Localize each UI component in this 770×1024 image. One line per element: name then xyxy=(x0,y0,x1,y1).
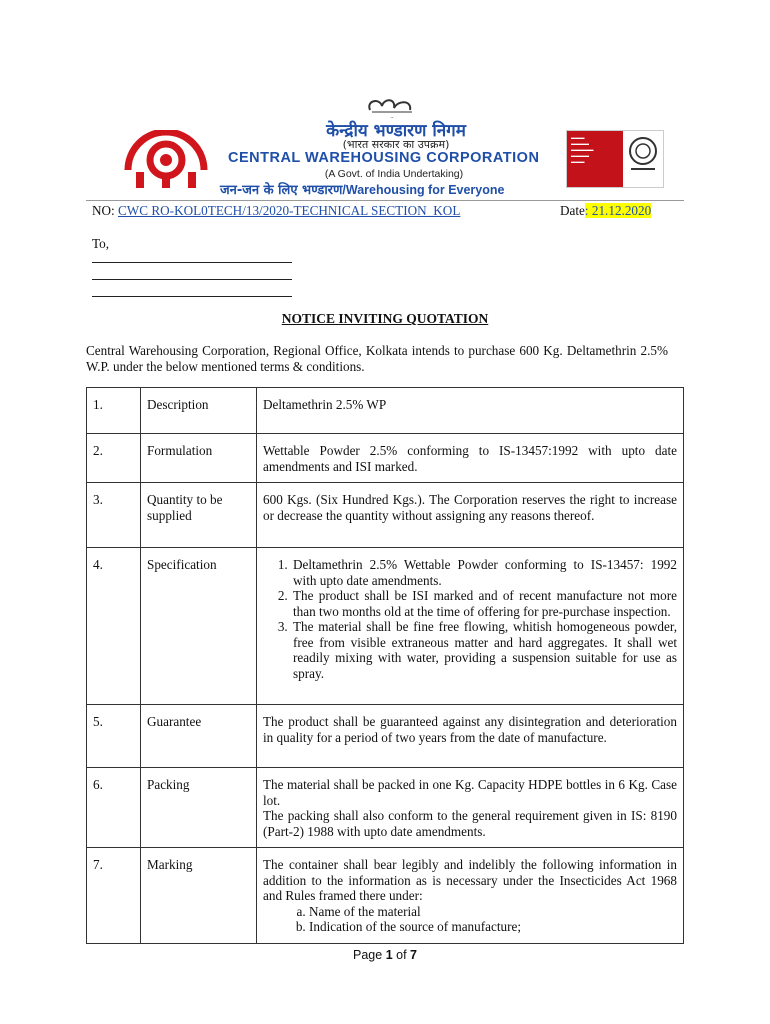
address-blank-line xyxy=(92,279,292,280)
hindi-corp-name: केन्द्रीय भण्डारण निगम xyxy=(326,121,466,141)
table-row xyxy=(87,483,684,548)
table-row xyxy=(87,768,684,848)
corp-name: CENTRAL WAREHOUSING CORPORATION xyxy=(228,150,540,166)
list-item: 3. The material shall be fine free flowing, whitish homogeneous powder, free from visible extraneous matter and hard aggregates. It shall wet readily mixing with water, providing a suspension suitable for use as spray. xyxy=(291,619,677,681)
reference-link[interactable]: CWC RO-KOL0TECH/13/2020-TECHNICAL SECTION_KOL xyxy=(118,203,461,218)
notice-intro: Central Warehousing Corporation, Regional Office, Kolkata intends to purchase 600 Kg. Deltamethrin 2.5% W.P. under the below mentioned terms & conditions. xyxy=(86,343,668,374)
row-content: Wettable Powder 2.5% conforming to IS-13457:1992 with upto date amendments and ISI marked. xyxy=(257,434,684,483)
packing-text: The material shall be packed in one Kg. Capacity HDPE bottles in 6 Kg. Case lot. xyxy=(263,777,677,808)
row-number: 7. xyxy=(87,848,141,944)
address-blank-line xyxy=(92,262,292,263)
row-content: Deltamethrin 2.5% WP xyxy=(257,388,684,434)
row-label: Quantity to be supplied xyxy=(141,483,257,548)
reference-number xyxy=(92,203,460,219)
page-footer xyxy=(0,948,770,962)
terms-table xyxy=(86,387,684,944)
marking-list xyxy=(263,904,677,935)
table-row xyxy=(87,388,684,434)
row-number: 1. xyxy=(87,388,141,434)
cwc-emblem-icon xyxy=(362,94,422,120)
tagline-hindi: जन-जन के लिए भण्डारण xyxy=(220,183,343,198)
row-content xyxy=(257,548,684,705)
of-word: of xyxy=(392,948,411,962)
table-row xyxy=(87,434,684,483)
row-label: Marking xyxy=(141,848,257,944)
svg-text:~: ~ xyxy=(390,115,394,120)
corp-subtitle: (A Govt. of India Undertaking) xyxy=(324,168,464,180)
tagline-english: /Warehousing for Everyone xyxy=(342,183,505,197)
certification-mark-icon: ▬▬▬ ▬▬▬▬ ▬▬▬▬▬ ▬▬▬▬ ▬▬▬ xyxy=(567,131,623,187)
list-item: 2. The product shall be ISI marked and of recent manufacture not more than two months old at the time of offering for pre-purchase inspection. xyxy=(291,588,677,619)
page-word: Page xyxy=(353,948,386,962)
addressee-to: To, xyxy=(92,236,110,251)
row-number: 2. xyxy=(87,434,141,483)
row-content: 600 Kgs. (Six Hundred Kgs.). The Corporation reserves the right to increase or decrease the quantity without assigning any reasons thereof. xyxy=(257,483,684,548)
row-number: 3. xyxy=(87,483,141,548)
hindi-corp-sub: (भारत सरकार का उपक्रम) xyxy=(342,138,450,151)
page-current: 1 xyxy=(385,948,393,962)
specification-list xyxy=(263,557,677,681)
row-content: The product shall be guaranteed against any disintegration and deterioration in quality for a period of two years from the date of manufacture. xyxy=(257,705,684,768)
address-blank-line xyxy=(92,296,292,297)
notice-title: NOTICE INVITING QUOTATION xyxy=(281,311,489,326)
header-divider xyxy=(86,200,684,201)
notice-date xyxy=(560,203,651,219)
marking-text: The container shall bear legibly and indelibly the following information in addition to the information as is necessary under the Insecticides Act 1968 and Rules framed there under: xyxy=(263,857,677,903)
row-label: Description xyxy=(141,388,257,434)
certification-seal-icon xyxy=(625,135,661,175)
certification-badge xyxy=(566,130,664,188)
list-item: b. Indication of the source of manufacture; xyxy=(309,919,677,935)
date-label: Date xyxy=(560,203,585,218)
row-label: Guarantee xyxy=(141,705,257,768)
row-content xyxy=(257,768,684,848)
cwc-logo-icon xyxy=(122,130,210,190)
row-number: 6. xyxy=(87,768,141,848)
row-label: Packing xyxy=(141,768,257,848)
corp-tagline xyxy=(220,180,560,198)
table-row xyxy=(87,848,684,944)
page-total: 7 xyxy=(410,948,417,962)
table-row xyxy=(87,548,684,705)
packing-text-2: The packing shall also conform to the general requirement given in IS: 8190 (Part-2) 1988 with upto date amendments. xyxy=(263,808,677,839)
row-label: Specification xyxy=(141,548,257,705)
list-item: a. Name of the material xyxy=(309,904,677,920)
date-value: : 21.12.2020 xyxy=(584,203,652,218)
table-row xyxy=(87,705,684,768)
list-item: 1. Deltamethrin 2.5% Wettable Powder conforming to IS-13457: 1992 with upto date amendments. xyxy=(291,557,677,588)
row-content xyxy=(257,848,684,944)
row-number: 5. xyxy=(87,705,141,768)
row-label: Formulation xyxy=(141,434,257,483)
reference-label: NO: xyxy=(92,203,119,218)
row-number: 4. xyxy=(87,548,141,705)
